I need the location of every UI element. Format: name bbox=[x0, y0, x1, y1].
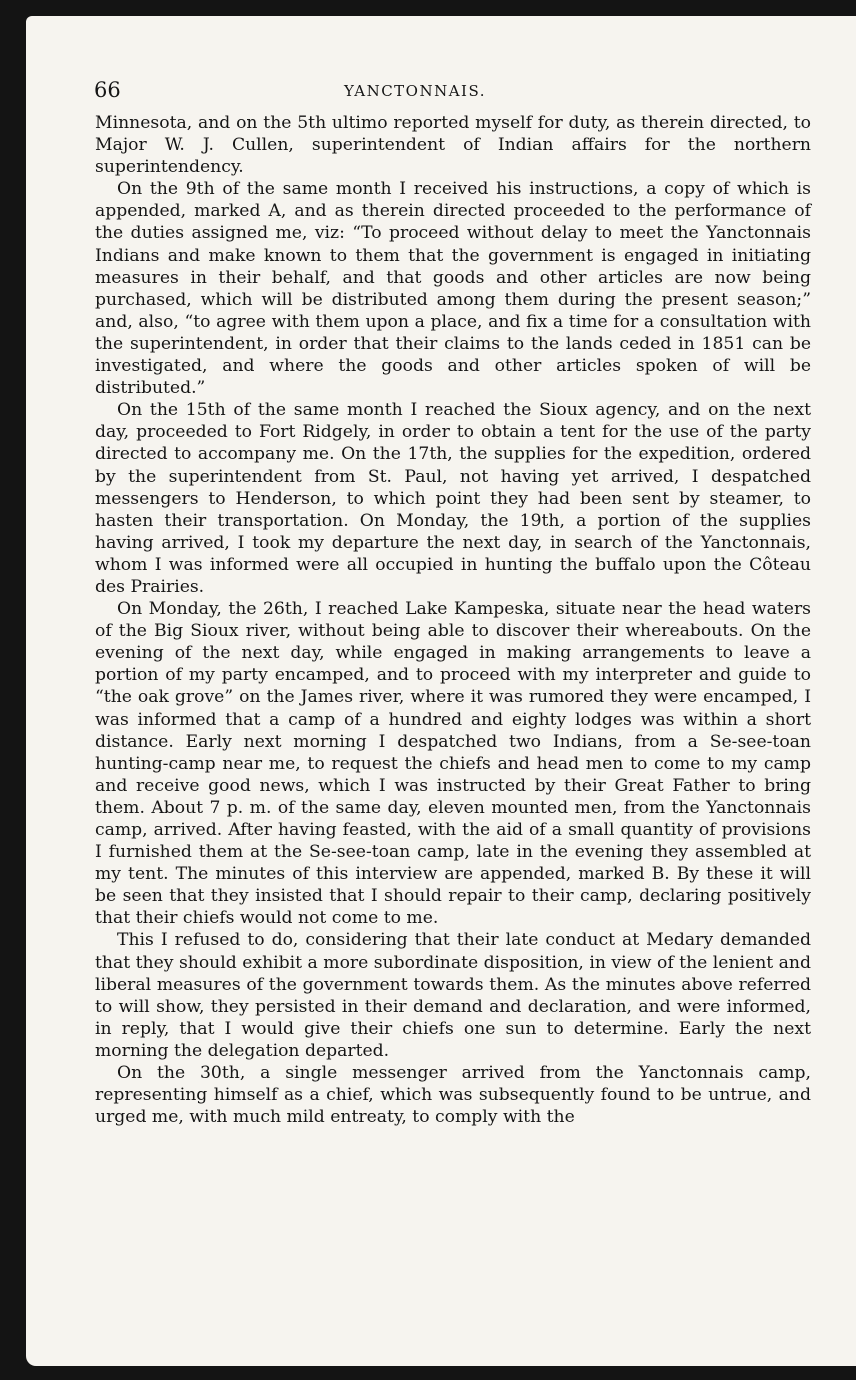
paragraph: On the 9th of the same month I received his instructions, a copy of which is appended, marked A, and as therein directed proceeded to the performance of the duties assigned me, viz: “To proceed without delay to meet the Yanctonnais Indians and make known to them that the government is engaged in initiating measures in their behalf, and that goods and other articles are now being purchased, which will be distributed among them during the present season;” and, also, “to agree with them upon a place, and fix a time for a consultation with the superintendent, in order that their claims to the lands ceded in 1851 can be investigated, and where the goods and other articles spoken of will be distributed.” bbox=[95, 179, 811, 399]
page-header bbox=[94, 76, 810, 116]
paragraph: On the 30th, a single messenger arrived from the Yanctonnais camp, representing himself as a chief, which was subsequently found to be untrue, and urged me, with much mild entreaty, to comply with the bbox=[95, 1063, 811, 1128]
book-page bbox=[26, 16, 856, 1366]
body-text bbox=[95, 112, 811, 1128]
page-number: 66 bbox=[94, 78, 121, 102]
paragraph: On Monday, the 26th, I reached Lake Kampeska, situate near the head waters of the Big Sioux river, without being able to discover their whereabouts. On the evening of the next day, while engaged in making arrangements to leave a portion of my party encamped, and to proceed with my interpreter and guide to “the oak grove” on the James river, where it was rumored they were encamped, I was informed that a camp of a hundred and eighty lodges was within a short distance. Early next morning I despatched two Indians, from a Se-see-toan hunting-camp near me, to request the chiefs and head men to come to my camp and receive good news, which I was instructed by their Great Father to bring them. About 7 p. m. of the same day, eleven mounted men, from the Yanctonnais camp, arrived. After having feasted, with the aid of a small quantity of provisions I furnished them at the Se-see-toan camp, late in the evening they assembled at my tent. The minutes of this interview are appended, marked B. By these it will be seen that they insisted that I should repair to their camp, declaring positively that their chiefs would not come to me. bbox=[95, 599, 811, 929]
paragraph: On the 15th of the same month I reached the Sioux agency, and on the next day, proceeded to Fort Ridgely, in order to obtain a tent for the use of the party directed to accompany me. On the 17th, the supplies for the expedition, ordered by the superintendent from St. Paul, not having yet arrived, I despatched messengers to Henderson, to which point they had been sent by steamer, to hasten their transportation. On Monday, the 19th, a portion of the supplies having arrived, I took my departure the next day, in search of the Yanctonnais, whom I was informed were all occupied in hunting the buffalo upon the Côteau des Prairies. bbox=[95, 400, 811, 597]
running-head: YANCTONNAIS. bbox=[344, 82, 486, 100]
paragraph: Minnesota, and on the 5th ultimo reported myself for duty, as therein directed, to Major W. J. Cullen, superintendent of Indian affairs for the northern superintendency. bbox=[95, 113, 811, 178]
paragraph: This I refused to do, considering that their late conduct at Medary demanded that they should exhibit a more subordinate disposition, in view of the lenient and liberal measures of the government towards them. As the minutes above referred to will show, they persisted in their demand and declaration, and were informed, in reply, that I would give their chiefs one sun to determine. Early the next morning the delegation departed. bbox=[95, 930, 811, 1061]
